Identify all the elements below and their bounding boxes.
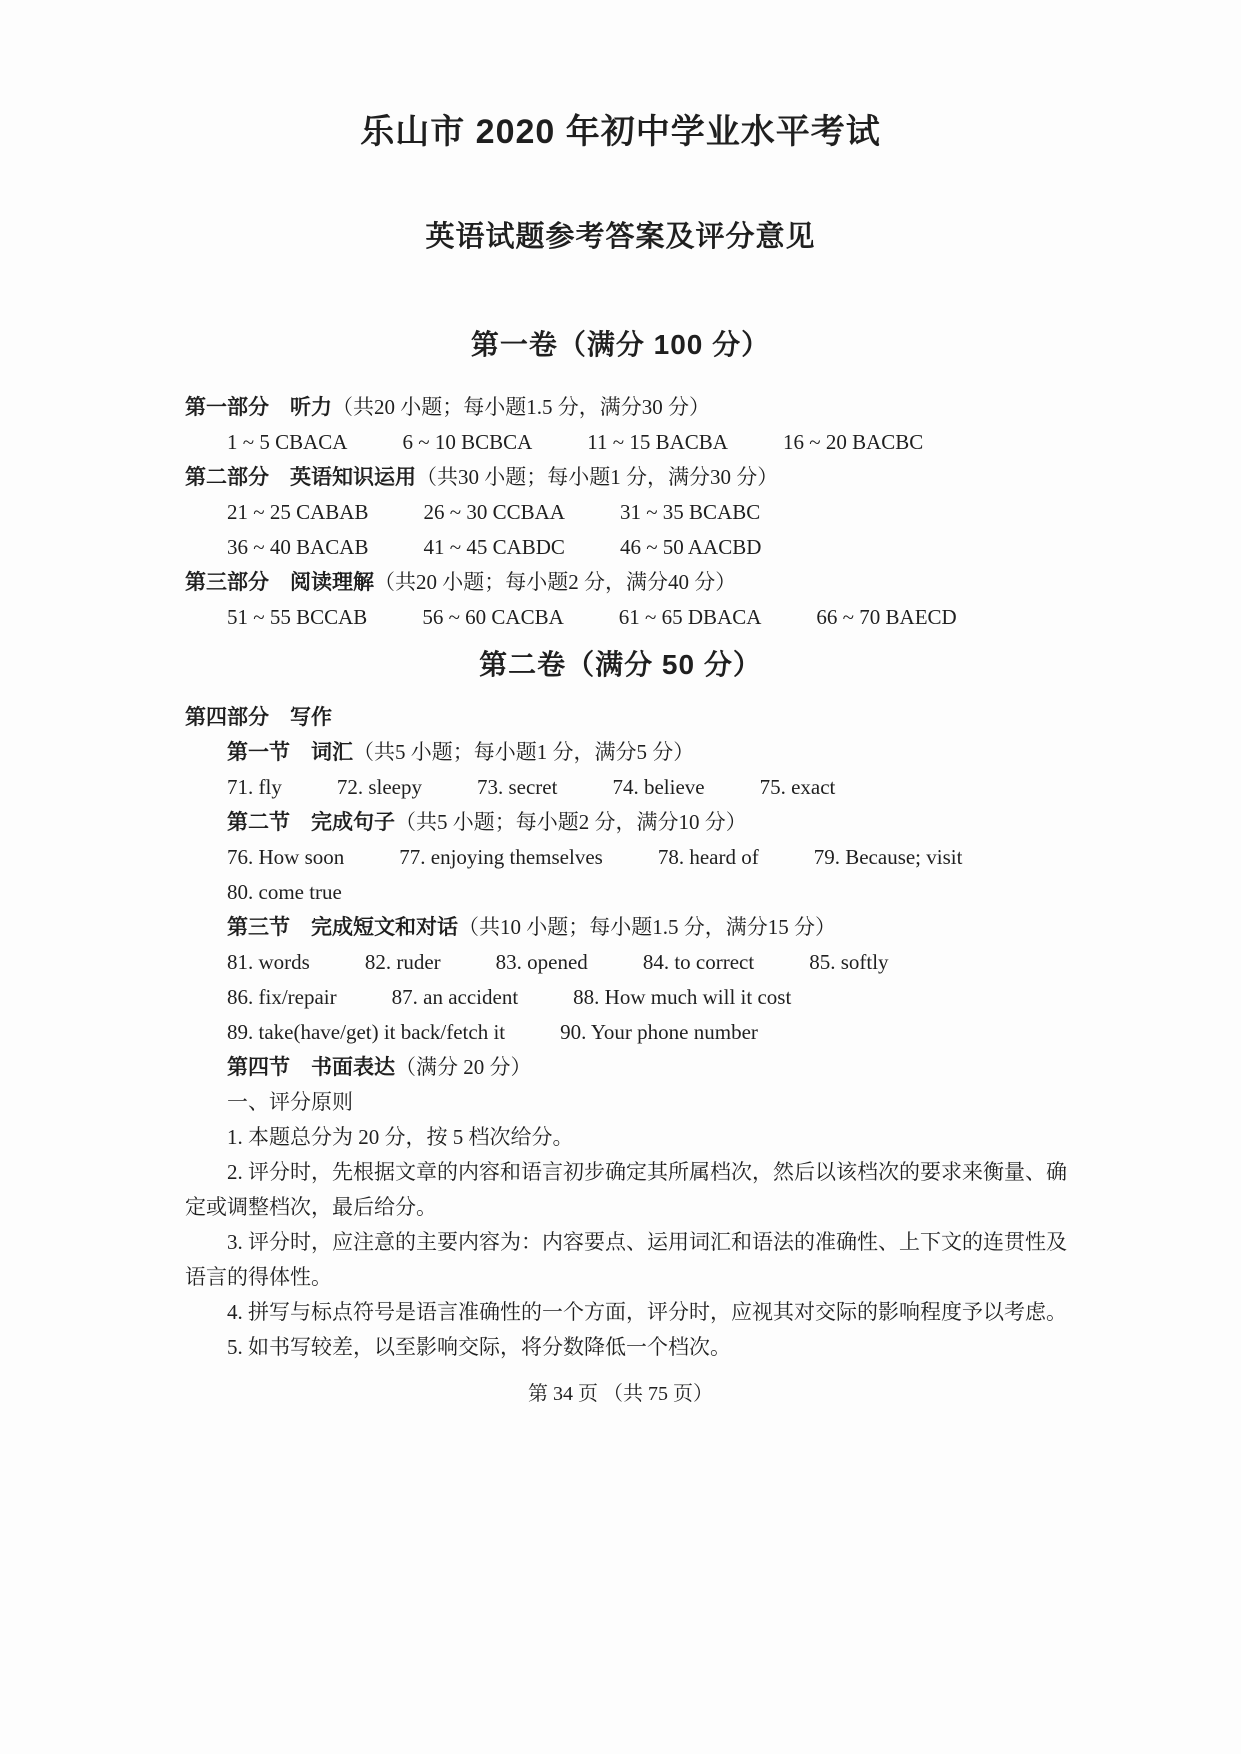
answer-item: 61 ~ 65 DBACA — [618, 605, 762, 629]
section1-note: （共5 小题；每小题1 分，满分5 分） — [353, 740, 695, 764]
answer-item: 66 ~ 70 BAECD — [816, 605, 957, 629]
answer-item: 90. Your phone number — [560, 1020, 758, 1044]
answer-item: 6 ~ 10 BCBCA — [402, 430, 533, 454]
answer-item: 71. fly — [227, 775, 282, 799]
section4-written-expression-heading — [185, 1050, 1080, 1085]
section2-note: （共5 小题；每小题2 分，满分10 分） — [395, 810, 747, 834]
answer-item: 80. come true — [227, 880, 342, 904]
answer-item: 36 ~ 40 BACAB — [227, 535, 369, 559]
section3-note: （共10 小题；每小题1.5 分，满分15 分） — [458, 915, 836, 939]
section3-answers — [185, 945, 1080, 1050]
answer-row — [185, 980, 1080, 1015]
answer-item: 77. enjoying themselves — [399, 845, 603, 869]
answer-row — [185, 600, 1080, 635]
answer-item: 51 ~ 55 BCCAB — [227, 605, 368, 629]
part4-label: 第四部分 写作 — [185, 706, 332, 729]
section1-vocabulary-heading — [185, 735, 1080, 770]
scoring-principle: 3. 评分时，应注意的主要内容为：内容要点、运用词汇和语法的准确性、上下文的连贯性及语言的得体性。 — [185, 1230, 1067, 1289]
answer-item: 81. words — [227, 950, 310, 974]
answer-item: 26 ~ 30 CCBAA — [423, 500, 565, 524]
answer-item: 85. softly — [809, 950, 889, 974]
part3-note: （共20 小题；每小题2 分，满分40 分） — [374, 570, 737, 594]
section3-label: 第三节 完成短文和对话 — [227, 916, 458, 939]
section4-note: （满分 20 分） — [395, 1055, 532, 1079]
part1-answers — [185, 425, 1080, 460]
answer-row — [185, 840, 1080, 875]
answer-item: 86. fix/repair — [227, 985, 337, 1009]
answer-item: 78. heard of — [657, 845, 759, 869]
part2-label: 第二部分 英语知识运用 — [185, 466, 416, 489]
part2-language-use-heading — [185, 460, 1080, 495]
answer-item: 82. ruder — [364, 950, 441, 974]
answer-item: 74. believe — [612, 775, 705, 799]
answer-row — [185, 1015, 1080, 1050]
part2-answers — [185, 495, 1080, 565]
volume1-heading: 第一卷（满分 100 分） — [470, 329, 771, 360]
answer-item: 87. an accident — [391, 985, 519, 1009]
part3-answers — [185, 600, 1080, 635]
answer-item: 73. secret — [476, 775, 558, 799]
page-number-footer: 第 34 页 （共 75 页） — [528, 1383, 713, 1405]
answer-item: 84. to correct — [642, 950, 755, 974]
answer-item: 41 ~ 45 CABDC — [423, 535, 565, 559]
answer-item: 72. sleepy — [336, 775, 422, 799]
answer-item: 31 ~ 35 BCABC — [619, 500, 761, 524]
answer-row — [185, 875, 1080, 910]
answer-item: 88. How much will it cost — [573, 985, 792, 1009]
section3-complete-passage-heading — [185, 910, 1080, 945]
scoring-principles-heading: 一、评分原则 — [227, 1090, 353, 1114]
section4-label: 第四节 书面表达 — [227, 1056, 395, 1079]
part4-writing-heading — [185, 700, 1080, 735]
answer-item: 76. How soon — [227, 845, 345, 869]
scoring-principle: 2. 评分时，先根据文章的内容和语言初步确定其所属档次，然后以该档次的要求来衡量、确定或调整档次，最后给分。 — [185, 1160, 1067, 1219]
document-subtitle: 英语试题参考答案及评分意见 — [425, 221, 816, 253]
scoring-principle: 4. 拼写与标点符号是语言准确性的一个方面，评分时，应视其对交际的影响程度予以考虑。 — [227, 1300, 1067, 1324]
answer-item: 56 ~ 60 CACBA — [422, 605, 564, 629]
answer-item: 83. opened — [495, 950, 588, 974]
scoring-principles-list — [185, 1120, 1080, 1365]
part2-note: （共30 小题；每小题1 分，满分30 分） — [416, 465, 779, 489]
document-title: 乐山市 2020 年初中学业水平考试 — [360, 113, 881, 151]
answer-item: 89. take(have/get) it back/fetch it — [227, 1020, 506, 1044]
answer-item: 21 ~ 25 CABAB — [227, 500, 369, 524]
answer-item: 11 ~ 15 BACBA — [587, 430, 728, 454]
answer-item: 79. Because; visit — [813, 845, 963, 869]
section2-answers — [185, 840, 1080, 910]
section1-label: 第一节 词汇 — [227, 741, 353, 764]
answer-row — [185, 425, 1080, 460]
section1-answers — [185, 770, 1080, 805]
section2-label: 第二节 完成句子 — [227, 811, 395, 834]
answer-row — [185, 530, 1080, 565]
scoring-principle: 1. 本题总分为 20 分，按 5 档次给分。 — [227, 1125, 574, 1149]
part1-label: 第一部分 听力 — [185, 396, 332, 419]
scoring-principle: 5. 如书写较差，以至影响交际，将分数降低一个档次。 — [227, 1335, 731, 1359]
answer-item: 46 ~ 50 AACBD — [619, 535, 762, 559]
volume2-body — [185, 700, 1080, 1365]
section2-complete-sentences-heading — [185, 805, 1080, 840]
volume1-body — [185, 390, 1080, 635]
answer-row — [185, 945, 1080, 980]
answer-item: 16 ~ 20 BACBC — [782, 430, 924, 454]
answer-item: 75. exact — [759, 775, 836, 799]
part3-label: 第三部分 阅读理解 — [185, 571, 374, 594]
part1-listening-heading — [185, 390, 1080, 425]
part1-note: （共20 小题；每小题1.5 分，满分30 分） — [332, 395, 710, 419]
answer-item: 1 ~ 5 CBACA — [227, 430, 348, 454]
volume2-heading: 第二卷（满分 50 分） — [479, 649, 762, 680]
answer-row — [185, 770, 1080, 805]
answer-row — [185, 495, 1080, 530]
part3-reading-heading — [185, 565, 1080, 600]
